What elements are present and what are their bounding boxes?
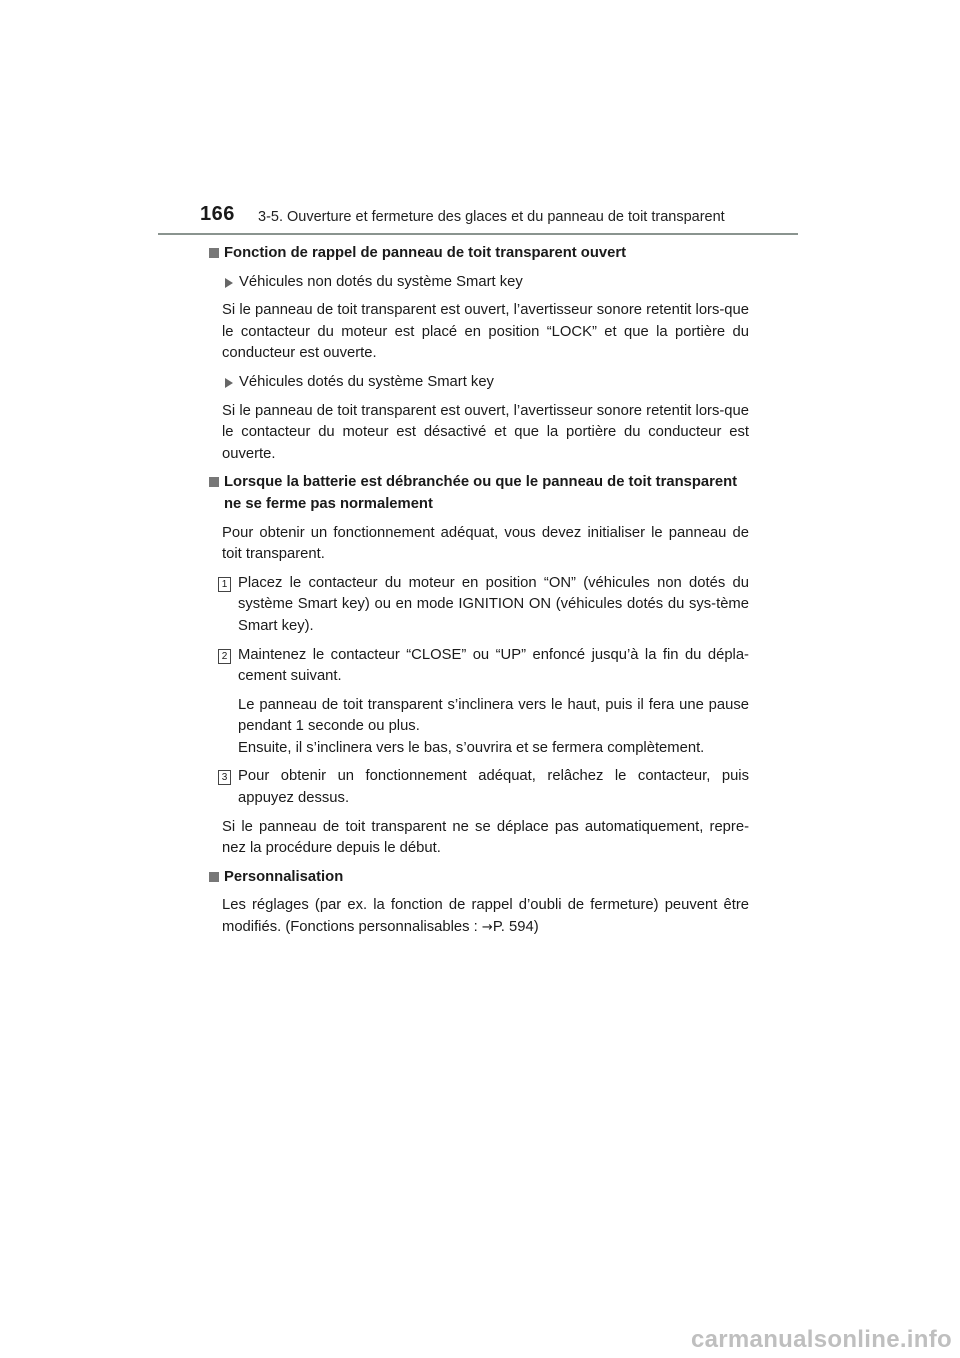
- watermark: carmanualsonline.info: [690, 1326, 952, 1353]
- step-number-badge: 1: [218, 577, 231, 592]
- page-number: 166: [200, 203, 235, 225]
- header-divider: [158, 233, 798, 235]
- paragraph: Pour obtenir un fonctionnement adéquat, vous devez initialiser le panneau de toit transparent.: [222, 524, 749, 563]
- subheading-without-smart-key: Véhicules non dotés du système Smart key: [209, 272, 749, 294]
- step-2: 2 Maintenez le contacteur “CLOSE” ou “UP” enfoncé jusqu’à la fin du dépla-cement suivant.: [209, 645, 749, 688]
- step-2-note: Le panneau de toit transparent s’inclinera vers le haut, puis il fera une pause pendant 1 seconde ou plus. Ensuite, il s’inclinera vers le bas, s’ouvrira et se fermera complètement.: [238, 696, 749, 756]
- section-heading-customization: Personnalisation: [209, 867, 749, 889]
- triangle-bullet-icon: [225, 378, 233, 388]
- section-title: 3-5. Ouverture et fermeture des glaces et du panneau de toit transparent: [258, 209, 725, 225]
- step-number-badge: 2: [218, 649, 231, 664]
- page-header: [0, 0, 960, 240]
- customization-paragraph: Les réglages (par ex. la fonction de rappel d’oubli de fermeture) peuvent être modifiés. (Fonctions personnalisables : →P. 594): [222, 897, 749, 936]
- square-bullet-icon: [209, 248, 219, 258]
- subheading-with-smart-key: Véhicules dotés du système Smart key: [209, 372, 749, 394]
- step-number-badge: 3: [218, 770, 231, 785]
- section-heading-open-roof-reminder: Fonction de rappel de panneau de toit transparent ouvert: [209, 243, 749, 265]
- arrow-right-icon: →: [481, 920, 493, 936]
- step-3: 3 Pour obtenir un fonctionnement adéquat, relâchez le contacteur, puis appuyez dessus.: [209, 766, 749, 809]
- paragraph: Si le panneau de toit transparent ne se déplace pas automatiquement, repre-nez la procédure depuis le début.: [222, 818, 749, 857]
- step-1: 1 Placez le contacteur du moteur en position “ON” (véhicules non dotés du système Smart key) ou en mode IGNITION ON (véhicules dotés du sys-tème Smart key).: [209, 573, 749, 638]
- paragraph: Si le panneau de toit transparent est ouvert, l’avertisseur sonore retentit lors-que le contacteur du moteur est désactivé et que la portière du conducteur est ouverte.: [222, 402, 749, 462]
- paragraph: Si le panneau de toit transparent est ouvert, l’avertisseur sonore retentit lors-que le contacteur du moteur est placé en position “LOCK” et que la portière du conducteur est ouverte.: [222, 302, 749, 362]
- triangle-bullet-icon: [225, 278, 233, 288]
- square-bullet-icon: [209, 477, 219, 487]
- page-reference-link[interactable]: P. 594: [492, 919, 534, 936]
- section-heading-battery-initialization: Lorsque la batterie est débranchée ou que le panneau de toit transparent ne se ferme pas normalement: [209, 472, 749, 515]
- square-bullet-icon: [209, 872, 219, 882]
- page-content: [209, 243, 749, 946]
